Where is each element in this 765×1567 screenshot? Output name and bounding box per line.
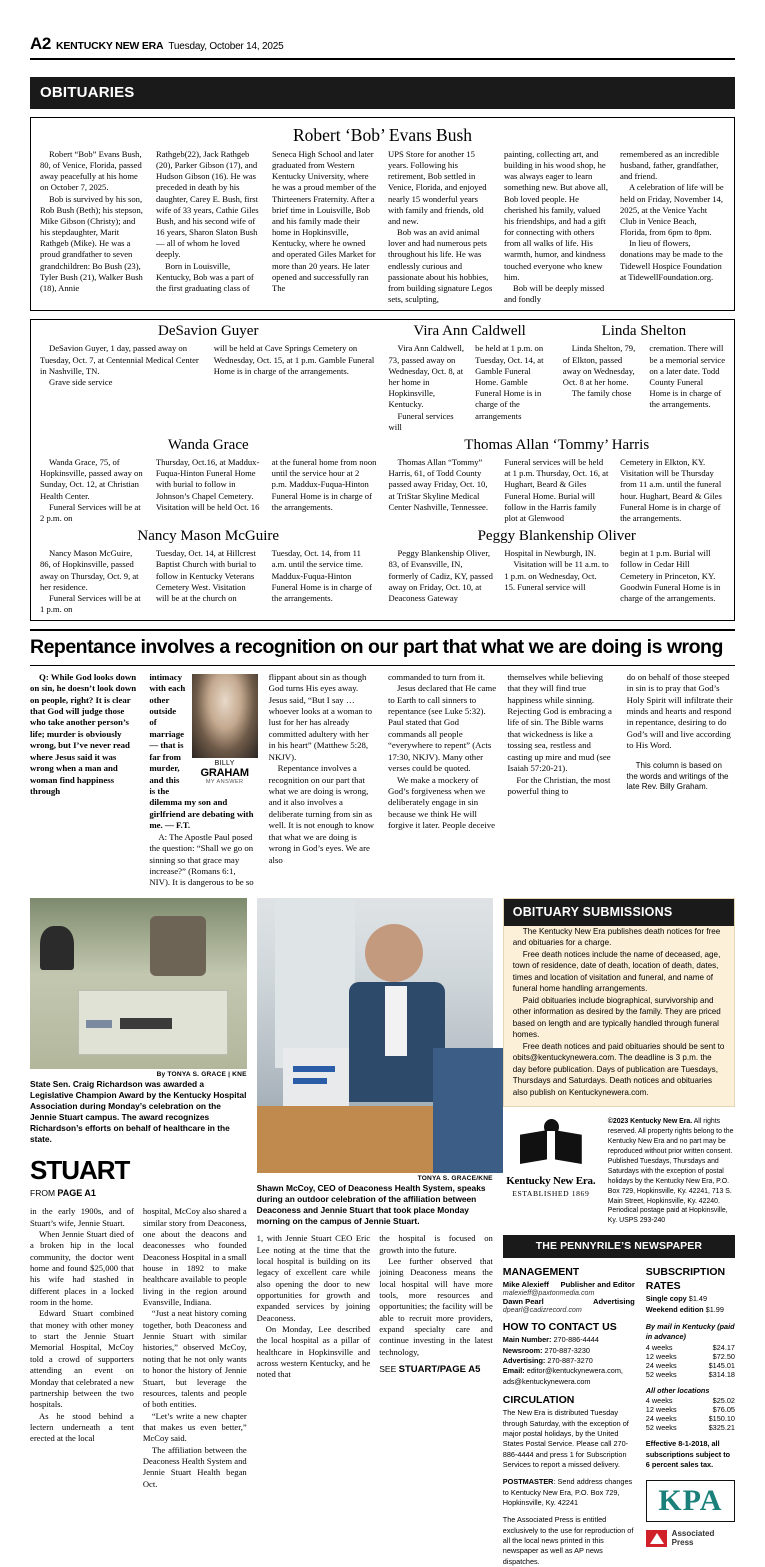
advice-paragraph: themselves while believing that they will find true happiness while sinning. Rejecting God is embracing a life of sin. The Bible warns that wickedness is like a tossing sea, restless and casting up mire and mud (see Isaiah 57:20-21). (507, 671, 612, 774)
story-column (257, 1233, 371, 1380)
circulation-text: The New Era is distributed Tuesday through Saturday, with the exception of major postal holidays, by the United States Postal Service. Please call 270-886-4444 and press 1 for Subscription Services to report a missed delivery. (502, 1408, 629, 1469)
obituary-column (40, 548, 145, 615)
rate-row (646, 1423, 735, 1432)
open-book-reader-icon (520, 1119, 582, 1171)
obituary-column (504, 457, 609, 524)
obituary-column (156, 548, 261, 615)
rate-row (646, 1343, 735, 1352)
jump-from-line (30, 1188, 247, 1198)
advice-column (388, 672, 496, 889)
advice-paragraph: commanded to turn from it. (387, 671, 485, 682)
postmaster-label: POSTMASTER (502, 1477, 554, 1487)
person-name: Mike Alexieff (502, 1280, 549, 1290)
postmaster-line (503, 1477, 635, 1508)
bottom-region (30, 898, 735, 1567)
obituary-name: Thomas Allan ‘Tommy’ Harris (464, 436, 650, 453)
obituary-vira-ann-caldwell (389, 322, 551, 433)
kpa-logo (646, 1480, 735, 1522)
story-paragraph: As he stood behind a lectern underneath a tent erected at the local (30, 1410, 134, 1444)
obituary-column (475, 343, 551, 432)
advice-question: Q: While God looks down on sin, he doesn’t look down on people, right? It is clear that God will judge those who take another person’s life; murder is obviously wrong, but I’ve never read where Jesus said it was wrong when a man and woman find happiness through (30, 671, 137, 796)
obituary-column (156, 457, 261, 524)
story-columns-middle (257, 1233, 493, 1380)
billy-graham-photo (192, 674, 258, 758)
obituary-column (389, 548, 494, 604)
obituary-paragraph: be held at 1 p.m. on Tuesday, Oct. 14, at Gamble Funeral Home. Gamble Funeral Home is in charge of the arrangements (475, 343, 544, 421)
postmaster-text: : Send address changes to Kentucky New Era, P.O. Box 729, Hopkinsville, Ky. 42241 (502, 1477, 633, 1508)
photo-mccoy-speaking (257, 898, 493, 1173)
advice-column-note: This column is based on the words and writings of the late Rev. Billy Graham. (626, 760, 729, 792)
associated-press-logo (646, 1529, 735, 1547)
obituary-column (620, 149, 725, 305)
story-paragraph: “Just a neat history coming together, both Deaconess and Jennie Stuart with similar histories,” observed McCoy, noting that he not only wants to honor the history of Jennie Stuart, but leverage the resources, talents and people of both entities. (142, 1308, 247, 1410)
story-column (30, 1206, 134, 1490)
obituary-paragraph: cremation. There will be a memorial service on a later date. Todd County Funeral Home is in charge of the arrangements. (649, 343, 726, 410)
obituary-paragraph: Seneca High School and later graduated from Western Kentucky University, where he was a proud member of the Thirteeners Fraternity. After a brief time in Louisville, Bob and his family made their home in Hopkinsville, Kentucky, where he owned and operated Giles Market for more than 20 years. He later opened and successfully ran The (272, 148, 377, 293)
obituary-paragraph: Tuesday, Oct. 14, at Hillcrest Baptist Church with burial to follow in Kentucky Veterans Cemetery West. Visitation will be at the church on (155, 548, 257, 603)
obituary-peggy-blankenship-oliver (389, 527, 726, 615)
obituary-wanda-grace (40, 436, 377, 524)
obituary-paragraph: Bob was an avid animal lover and had numerous pets throughout his life. He was endlessly curious and passionate about his hobbies, from building signature Legos sets, sculpting, (388, 227, 493, 305)
advice-paragraph: For the Christian, the most powerful thing to (507, 774, 611, 796)
weekend-line (646, 1305, 735, 1315)
advice-column (627, 672, 735, 889)
obituary-name: Peggy Blankenship Oliver (477, 528, 636, 545)
billy-graham-portrait-figure (192, 674, 258, 785)
single-copy-line (646, 1294, 735, 1304)
advice-paragraph: do on behalf of those steeped in sin is to pray that God’s Holy Spirit will infiltrate their minds and hearts and respond in repentance, desiring to do God’s will and live according to His Word. (626, 671, 733, 751)
subscription-heading-1: SUBSCRIPTION (645, 1266, 726, 1279)
photo-richardson-award (30, 898, 247, 1069)
rate-term: 52 weeks (645, 1423, 677, 1433)
photo-credit: By TONYA S. GRACE | KNE (156, 1070, 247, 1078)
rate-row (646, 1361, 735, 1370)
story-paragraph: in the early 1900s, and of Stuart’s wife, Jennie Stuart. (30, 1206, 134, 1228)
obituary-paragraph: Rathgeb(22), Jack Rathgeb (20), Parker Gibson (17), and Hudson Gibson (16). He was preceded in death by his daughter, Carey E. Bush, first wife of 33 years, Cathie Giles Bush, and his second wife of 16 years, Sharon Slaton Bush — all of whom he loved deeply. (156, 148, 259, 260)
obituary-column (272, 457, 377, 524)
story-paragraph: When Jennie Stuart died of a broken hip in the local community, the doctor went home and found $25,000 that his wife had stashed in different places in a locked room in the home. (30, 1229, 134, 1308)
obituary-paragraph: DeSavion Guyer, 1 day, passed away on Tuesday, Oct. 7, at Centennial Medical Center in Nashville, TN. (40, 343, 199, 376)
rate-term: 4 weeks (645, 1396, 673, 1406)
contact-label: Advertising: (502, 1356, 546, 1366)
single-copy-price: $1.49 (686, 1294, 708, 1304)
contact-value: 270-886-4444 (551, 1335, 599, 1345)
obituary-column (504, 548, 609, 604)
obituary-thomas-allan-harris (389, 436, 726, 524)
obituary-name: Robert ‘Bob’ Evans Bush (292, 125, 473, 145)
person-email[interactable]: dpearl@cadizrecord.com (502, 1306, 582, 1315)
obituary-paragraph: Born in Louisville, Kentucky, Bob was a part of the first graduating class of (156, 260, 254, 293)
obituary-paragraph: painting, collecting art, and building in his wood shop, he was always eager to learn something new. But above all, Bob loved people. He cherished his family, valued his friendships, and had a gift for connecting with others from all walks of life. His warmth, humor, and kindness touched everyone who knew him. (504, 148, 608, 282)
obituary-paragraph: Funeral Services will be at 2 p.m. on (40, 501, 141, 523)
rate-row (646, 1352, 735, 1361)
rate-term: 4 weeks (645, 1342, 673, 1352)
obituary-paragraph: The family chose (571, 388, 632, 399)
copyright-text: All rights reserved. All property rights belong to the Kentucky New Era and no part may be reproduced without prior written consent. Published Tuesdays, Thursdays and Saturdays with the exception of postal holidays by the Kentucky New Era, P.O. Box 729, Hopkinsville, Ky. 42241, 713 S. Main Street, Hopkinsville, Ky. 42240. Periodical postage paid at Hopkinsville, Ky. USPS 293-240 (607, 1118, 734, 1225)
obituary-column (40, 149, 145, 305)
contact-label: Main Number: (502, 1335, 552, 1345)
rate-price: $150.10 (708, 1414, 735, 1424)
photo-caption: State Sen. Craig Richardson was awarded a Legislative Champion Award by the Kentucky Hospital Association during Monday’s celebration on the Jennie Stuart campus. The award recognizes Richardson’s efforts on behalf of healthcare in the state. (30, 1078, 247, 1145)
see-target: STUART/PAGE A5 (398, 1363, 481, 1375)
obituary-paragraph: Bob will be deeply missed and fondly (504, 282, 605, 305)
obituary-column (389, 457, 494, 524)
featured-obituary (30, 117, 735, 311)
see-more-line[interactable] (379, 1364, 493, 1375)
jump-headline: STUART (30, 1155, 130, 1186)
rate-row (646, 1405, 735, 1414)
obituary-paragraph: begin at 1 p.m. Burial will follow in Cedar Hill Cemetery in Princeton, KY. Goodwin Funeral Home is in charge of the arrangements. (620, 548, 721, 603)
rate-price: $76.05 (712, 1405, 735, 1415)
folio-paper-name: KENTUCKY NEW ERA (55, 40, 164, 52)
bottom-middle-column (257, 898, 493, 1567)
columnist-last-name: GRAHAM (200, 766, 249, 779)
advice-paragraph: We make a mockery of God’s forgiveness when we deliberately engage in sin because we think He will forgive it later. People deceive (387, 774, 496, 831)
weekend-price: $1.99 (703, 1304, 724, 1314)
submissions-heading: OBITUARY SUBMISSIONS (504, 899, 734, 926)
advice-paragraph: Jesus declared that He came to Earth to call sinners to repentance (see Luke 5:32). Paul stated that God commands all people “everywhere to repent” (Acts 17:30, NKJV). Many other verses could be quoted. (387, 683, 497, 774)
obituary-list (30, 319, 735, 621)
advice-question-cont: intimacy with each other outside of marriage — that is far from murder, and this is the dilemma my son and girlfriend are debating with me. — F.T. (149, 671, 254, 831)
obituary-paragraph: Thomas Allan “Tommy” Harris, 61, of Todd County passed away Friday, Oct. 10, at TriStar Skyline Medical Center Nashville, Tennessee. (388, 457, 488, 512)
rate-row (646, 1396, 735, 1405)
obituary-paragraph: at the funeral home from noon until the service hour at 2 p.m. Maddux-Fuqua-Hinton Funeral Home is in charge of the arrangements. (271, 457, 377, 512)
page-folio (30, 0, 735, 60)
submissions-paragraph: Free death notices and paid obituaries should be sent to obits@kentuckynewera.com. The deadline is 3 p.m. the day before publication. Days of publication are Tuesdays, Thursdays and Saturdays. Death notices and obituaries also publish on Kentuckynewera.com. (512, 1041, 725, 1097)
obituary-paragraph: Wanda Grace, 75, of Hopkinsville, passed away on Sunday, Oct. 12, at Christian Health Center. (40, 457, 143, 501)
story-paragraph: Lee further observed that joining Deaconess means the local hospital will have more tools, more resources and opportunities; the facility will be able to recruit more providers, expand specialty care and continue investing in the latest technology, (379, 1255, 493, 1357)
rate-term: 12 weeks (645, 1351, 677, 1361)
copyright-block (608, 1117, 735, 1226)
weekend-label: Weekend edition (645, 1304, 704, 1314)
obituary-desavion-guyer (40, 322, 377, 433)
management-person (503, 1297, 635, 1306)
obituary-nancy-mason-mcguire (40, 527, 377, 615)
submissions-paragraph: The Kentucky New Era publishes death notices for free and obituaries for a charge. (512, 926, 721, 948)
obituary-column (272, 548, 377, 615)
colophon (503, 1117, 735, 1567)
contact-line (503, 1335, 635, 1345)
contact-value: 270-887-3230 (542, 1345, 590, 1355)
rate-price: $72.50 (712, 1351, 735, 1361)
person-role: Publisher and Editor (560, 1280, 635, 1290)
obituary-row-right (389, 322, 726, 433)
obituary-paragraph: Nancy Mason McGuire, 86, of Hopkinsville, passed away on Thursday, Oct. 9, at her residence. (40, 548, 139, 592)
obituary-paragraph: A celebration of life will be held on Friday, November 14, 2025, at the Venice Yacht Club in Venice Beach, Florida, from 6pm to 8pm. (620, 182, 724, 238)
story-paragraph: Edward Stuart combined that money with other money to start the Jennie Stuart Memorial Hospital, McCoy told a crowd of supporters attending an event on Monday that celebrated a new partnership between the two hospitals. (30, 1308, 134, 1410)
management-heading: MANAGEMENT (502, 1266, 580, 1279)
story-paragraph: hospital, McCoy also shared a similar story from Deaconess, one about the deacons and deaconesses who founded Deaconess Hospital in a small house in 1892 to make healthcare available to people living in the region around Evansville, Indiana. (142, 1206, 247, 1308)
obituary-column (649, 343, 725, 410)
folio-date: Tuesday, October 14, 2025 (168, 41, 284, 52)
obituary-submissions-box (503, 898, 735, 1107)
story-columns-left (30, 1206, 247, 1490)
obituary-paragraph: Funeral services will (388, 410, 454, 432)
rate-price: $145.01 (708, 1360, 735, 1370)
bottom-left-column (30, 898, 247, 1567)
contact-line (503, 1346, 635, 1356)
obituary-paragraph: remembered as an incredible husband, father, grandfather, and friend. (620, 148, 720, 182)
obituary-paragraph: Bob is survived by his son, Rob Bush (Beth); his stepson, Mike Gibson (Christy); and his stepdaughter, Marit Rathgeb (Mike). He was a proud grandfather to seven grandchildren: Bo Bush (23), Tyler Bush (21), Walker Bush (18), Annie (40, 193, 143, 293)
person-email[interactable]: malexieff@paxtonmedia.com (502, 1289, 595, 1298)
bottom-right-column (503, 898, 735, 1567)
submissions-paragraph: Paid obituaries include biographical, survivorship and other information as desired by the family. They are priced based on length and are typically handled through funeral homes. (512, 995, 721, 1040)
obituary-paragraph: In lieu of flowers, donations may be made to the Tidewell Hospice Foundation at TidewellFoundation.org. (620, 238, 723, 282)
obituary-name: Vira Ann Caldwell (413, 323, 526, 340)
obituary-column (40, 457, 145, 524)
contact-line (503, 1356, 635, 1366)
folio-page-number: A2 (30, 34, 51, 53)
ap-label: Associated Press (671, 1529, 715, 1548)
obituary-column (389, 343, 465, 432)
rate-price: $24.17 (712, 1342, 735, 1352)
obituary-column (272, 149, 377, 305)
jump-from-label: FROM (30, 1188, 58, 1199)
advice-headline: Repentance involves a recognition on our part that what we are doing is wrong (30, 636, 723, 659)
circulation-heading: CIRCULATION (502, 1394, 575, 1407)
colophon-right-column (646, 1266, 735, 1567)
obituary-column (620, 548, 725, 604)
advice-column (149, 672, 257, 889)
advice-column (507, 672, 615, 889)
obituary-paragraph: Thursday, Oct.16, at Maddux-Fuqua-Hinton Funeral Home with burial to follow in Johnson’s Chapel Cemetery. Visitation will be held Oct. 16 (155, 457, 260, 512)
obituary-paragraph: Linda Shelton, 79, of Elkton, passed away on Wednesday, Oct. 8 at her home. (562, 343, 636, 387)
obituary-name: Wanda Grace (167, 436, 249, 453)
rate-price: $314.18 (708, 1369, 735, 1379)
person-name: Dawn Pearl (502, 1297, 544, 1307)
contact-label: Email: (502, 1366, 525, 1376)
obituary-paragraph: UPS Store for another 15 years. Following his retirement, Bob settled in Venice, Florida, and enjoyed nearly 15 wonderful years with family and friends, old and new. (388, 148, 487, 226)
obituary-paragraph: Funeral Services will be at 1 p.m. on (40, 592, 141, 615)
obituary-name: DeSavion Guyer (158, 323, 259, 340)
rate-term: 24 weeks (645, 1360, 677, 1370)
obituary-name: Nancy Mason McGuire (137, 528, 280, 545)
logo-established: ESTABLISHED 1869 (512, 1189, 590, 1199)
columnist-first-name: BILLY (214, 759, 235, 767)
obituary-paragraph: Visitation will be 11 a.m. to 1 p.m. on Wednesday, Oct. 15. Funeral service will (504, 559, 609, 592)
obituary-column (388, 149, 493, 305)
rate-term: 12 weeks (645, 1405, 677, 1415)
management-person (503, 1280, 635, 1289)
mail-rates-heading: By mail in Kentucky (paid in advance) (645, 1322, 735, 1342)
advice-columns (30, 672, 735, 889)
ap-note: The Associated Press is entitled exclusively to the use for reproduction of all the local news printed in this newspaper as well as AP news dispatches. (502, 1515, 634, 1566)
story-paragraph: “Let’s write a new chapter that makes us even better,” McCoy said. (142, 1410, 247, 1444)
rate-term: 24 weeks (645, 1414, 677, 1424)
obituary-paragraph: Tuesday, Oct. 14, from 11 a.m. until the service time. Maddux-Fuqua-Hinton Funeral Home is in charge of the arrangements. (271, 548, 372, 603)
contact-heading: HOW TO CONTACT US (502, 1321, 617, 1334)
advice-column (269, 672, 377, 889)
person-role: Advertising (593, 1297, 635, 1307)
newspaper-logo (503, 1117, 599, 1226)
obituary-column (620, 457, 725, 524)
colophon-left-column (503, 1266, 635, 1567)
contact-value: 270-887-3270 (545, 1356, 593, 1366)
obituary-paragraph: Peggy Blankenship Oliver, 83, of Evansville, IN, formerly of Cadiz, KY, passed away on Friday, Oct. 10, at Deaconess Gateway (388, 548, 493, 603)
submissions-paragraph: Free death notices include the name of deceased, age, town of residence, date of death, location of death, dates, times and location of visitation and funeral, and name of funeral home handling arrangements. (512, 949, 721, 994)
advice-answer: A: The Apostle Paul posed the question: “Shall we go on sinning so that grace may increase?” (Romans 6:1, NIV). It is dangerous to be so (149, 831, 254, 888)
pennyrile-banner: THE PENNYRILE’S NEWSPAPER (503, 1235, 735, 1258)
section-banner-obituaries: OBITUARIES (30, 77, 735, 109)
single-copy-label: Single copy (645, 1294, 687, 1304)
obituary-linda-shelton (563, 322, 725, 433)
logo-name: Kentucky New Era. (506, 1175, 596, 1188)
story-column (143, 1206, 247, 1490)
contact-value[interactable]: editor@kentuckynewera.com, ads@kentuckynewera.com (502, 1366, 623, 1386)
obituary-column (214, 343, 377, 388)
story-paragraph: On Monday, Lee described the local hospital as a pillar of healthcare in Hopkinsville and across western Kentucky, and he noted that (256, 1323, 371, 1380)
rate-term: 52 weeks (645, 1369, 677, 1379)
obituary-column (504, 149, 609, 305)
obituary-columns (40, 149, 725, 305)
obituary-column (40, 343, 203, 388)
advice-paragraph: Repentance involves a recognition on our part that what we are doing is wrong, and it also involves a deliberate turning from sin as well. It is not enough to know that what we are doing is wrong in God’s eyes. We are also (268, 763, 374, 865)
obituary-paragraph: Cemetery in Elkton, KY. Visitation will be Thursday from 11 a.m. until the funeral hour. Hughart, Beard & Giles Funeral Home is in charge of the arrangements. (620, 457, 722, 523)
story-paragraph: The affiliation between the Deaconess Health System and Jennie Stuart Health began Oct. (142, 1444, 247, 1489)
advice-paragraph: flippant about sin as though God turns His eyes away. Jesus said, “But I say … whoever looks at a woman to lust for her has already committed adultery with her in his heart” (Matthew 5:28, NKJV). (268, 671, 372, 762)
photo-caption: Shawn McCoy, CEO of Deaconess Health System, speaks during an outdoor celebration of the affiliation between Deaconess and Jennie Stuart that took place Monday morning on the campus of Jennie Stuart. (256, 1182, 486, 1227)
contact-label: Newsroom: (502, 1345, 543, 1355)
subscription-heading-2: RATES (645, 1280, 681, 1293)
other-rates-heading: All other locations (645, 1385, 710, 1395)
obituary-paragraph: Hospital in Newburgh, IN. (504, 548, 597, 559)
obituary-paragraph: Funeral services will be held at 1 p.m. Thursday, Oct. 16, at Hughart, Beard & Giles Funeral Home. Burial will follow in the Harris family plot at Glenwood (504, 457, 609, 523)
copyright-line: ©2023 Kentucky New Era. (607, 1118, 693, 1126)
story-paragraph: the hospital is focused on growth into the future. (379, 1233, 493, 1255)
ap-icon (646, 1530, 667, 1547)
photo-credit: TONYA S. GRACE/KNE (417, 1174, 493, 1182)
advice-bottom-rule (30, 665, 735, 666)
obituary-paragraph: Vira Ann Caldwell, 73, passed away on Wednesday, Oct. 8, at her home in Hopkinsville, Kentucky. (388, 343, 465, 410)
rate-price: $25.02 (712, 1396, 735, 1406)
rate-row (646, 1414, 735, 1423)
obituary-name: Linda Shelton (601, 323, 687, 340)
obituary-column (156, 149, 261, 305)
obituary-column (563, 343, 639, 410)
obituary-paragraph: Grave side service (49, 377, 113, 387)
story-column (379, 1233, 493, 1380)
contact-line (503, 1366, 635, 1387)
column-subtitle: MY ANSWER (205, 778, 244, 785)
advice-column (30, 672, 138, 889)
see-label: SEE (379, 1363, 399, 1374)
rate-row (646, 1370, 735, 1379)
obituary-paragraph: will be held at Cave Springs Cemetery on Wednesday, Oct. 15, at 1 p.m. Gamble Funeral Home is in charge of the arrangements. (213, 343, 375, 376)
rate-price: $325.21 (708, 1423, 735, 1433)
story-paragraph: 1, with Jennie Stuart CEO Eric Lee noting at the time that the local hospital is building on its legacy of excellent care while also opening the door to new opportunities for growth and expanded services by joining Deaconess. (256, 1233, 371, 1323)
jump-from-page: PAGE A1 (57, 1188, 96, 1199)
effective-tax-note: Effective 8-1-2018, all subscriptions subject to 6 percent sales tax. (645, 1439, 731, 1469)
obituary-paragraph: Robert “Bob” Evans Bush, 80, of Venice, Florida, passed away peacefully at his home on October 7, 2025. (40, 148, 142, 193)
kpa-text: KPA (658, 1484, 723, 1518)
